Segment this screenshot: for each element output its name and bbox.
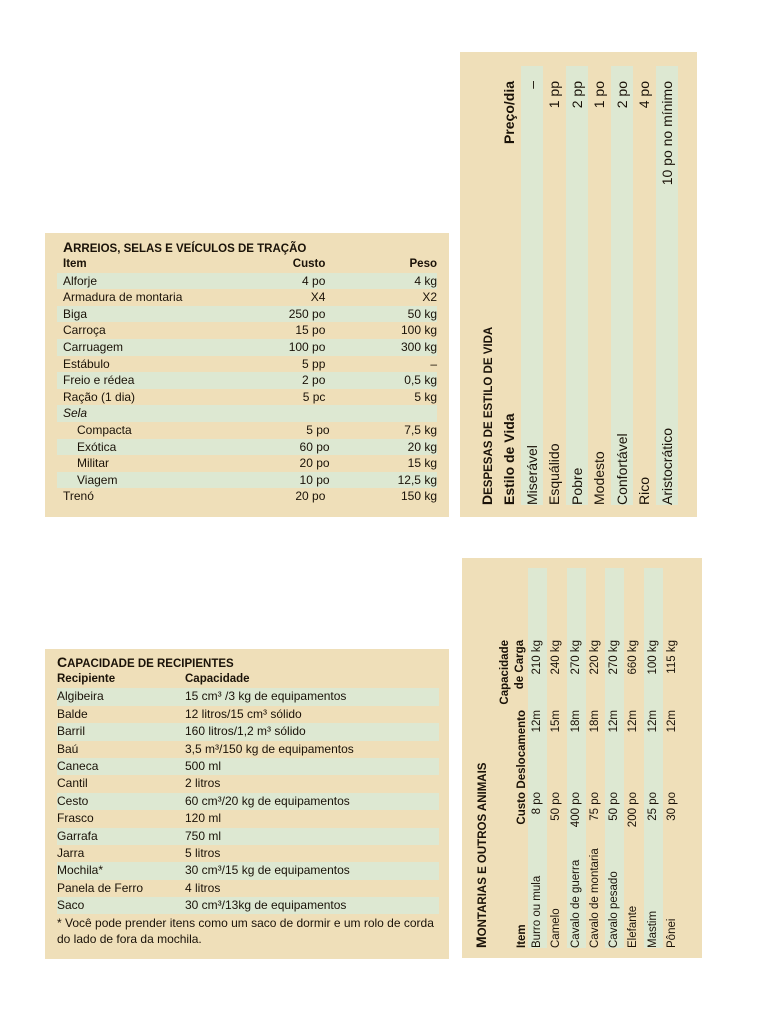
cell-custo: 250 po (288, 306, 326, 321)
cell-peso: 20 kg (407, 439, 437, 454)
table-row (543, 66, 566, 505)
cell-item: Militar (77, 456, 109, 471)
cell-capacidade: 15 cm³ /3 kg de equipamentos (185, 689, 347, 704)
table-row (57, 422, 437, 439)
header-deslocamento: Deslocamento (516, 710, 528, 789)
header-peso: Peso (409, 258, 437, 270)
cell-deslocamento: 12m (608, 710, 621, 733)
cell-custo: 20 po (299, 456, 330, 471)
montarias-table (462, 558, 702, 958)
header-preco: Preço/dia (501, 81, 517, 145)
cell-peso: 12,5 kg (397, 472, 437, 487)
header-capacidade-carga: Capacidade de Carga (499, 640, 526, 705)
cell-item: Ração (1 dia) (63, 389, 136, 404)
cell-capacidade-carga: 270 kg (608, 640, 621, 675)
table-header-row (57, 671, 439, 688)
cell-peso: 4 kg (414, 273, 437, 288)
table-title: ARREIOS, SELAS E VEÍCULOS DE TRAÇÃO (63, 239, 307, 255)
cell-estilo: Pobre (568, 467, 585, 505)
table-title: CAPACIDADE DE RECIPIENTES (57, 654, 234, 670)
cell-estilo: Confortável (613, 433, 630, 505)
cell-capacidade-carga: 270 kg (569, 640, 582, 675)
table-row (567, 568, 586, 948)
cell-deslocamento: 12m (646, 710, 659, 733)
header-recipiente: Recipiente (57, 673, 116, 685)
cell-custo: 50 po (550, 792, 563, 821)
table-row (547, 568, 566, 948)
cell-recipiente: Jarra (57, 845, 85, 860)
table-row (57, 706, 439, 723)
table-row (57, 439, 437, 456)
cell-recipiente: Saco (57, 898, 85, 913)
table-row (521, 66, 544, 505)
cell-custo: 15 po (295, 323, 326, 338)
table-row (57, 810, 439, 827)
cell-peso: 7,5 kg (404, 422, 437, 437)
table-row (624, 568, 643, 948)
cell-item: Trenó (63, 489, 94, 504)
header-custo: Custo (516, 792, 528, 825)
cell-item: Estábulo (63, 356, 110, 371)
cell-custo: 10 po (299, 472, 330, 487)
cell-custo: 20 po (295, 489, 326, 504)
cell-recipiente: Caneca (57, 758, 99, 773)
cell-capacidade-carga: 220 kg (588, 640, 601, 675)
cell-recipiente: Cantil (57, 776, 88, 791)
cell-item: Armadura de montaria (63, 290, 183, 305)
table-row (656, 66, 679, 505)
estilo-de-vida-table (460, 52, 697, 517)
table-row (528, 568, 547, 948)
cell-item: Cavalo de montaria (588, 848, 601, 948)
table-row (57, 845, 439, 862)
header-item: Item (63, 258, 87, 270)
table-row (57, 306, 437, 323)
cell-custo: 2 po (302, 373, 326, 388)
cell-preco: – (523, 81, 540, 89)
header-item: Item (516, 924, 528, 948)
table-row (633, 66, 656, 505)
cell-recipiente: Cesto (57, 793, 89, 808)
cell-capacidade-carga: 210 kg (531, 640, 543, 675)
table-row (57, 488, 437, 505)
cell-item: Carruagem (63, 339, 124, 354)
cell-custo: 200 po (627, 792, 640, 828)
cell-capacidade-carga: 240 kg (550, 640, 563, 675)
table-header-row (492, 568, 528, 948)
cell-peso: 0,5 kg (404, 373, 437, 388)
table-row (57, 723, 439, 740)
cell-custo: 25 po (646, 792, 659, 821)
table-row (57, 356, 437, 373)
cell-capacidade-carga: 660 kg (627, 640, 640, 675)
cell-deslocamento: 15m (550, 710, 563, 733)
table-header-row (57, 256, 437, 273)
recipientes-table (45, 649, 449, 959)
table-row (57, 775, 439, 792)
cell-recipiente: Garrafa (57, 828, 98, 843)
cell-capacidade: 5 litros (185, 845, 221, 860)
cell-peso: X2 (422, 290, 437, 305)
table-row (605, 568, 624, 948)
header-estilo: Estilo de Vida (501, 413, 517, 505)
cell-capacidade: 3,5 m³/150 kg de equipamentos (185, 741, 354, 756)
table-row (57, 405, 437, 422)
cell-item: Biga (63, 306, 88, 321)
cell-custo: 75 po (588, 792, 601, 821)
table-row (57, 880, 439, 897)
table-row (57, 741, 439, 758)
cell-item: Compacta (77, 422, 132, 437)
table-row (57, 372, 437, 389)
cell-recipiente: Panela de Ferro (57, 880, 144, 895)
cell-custo: 50 po (608, 792, 621, 821)
table-row (57, 289, 437, 306)
footnote: * Você pode prender itens como um saco de dormir e um rolo de corda do lado de fora da mochila. (57, 916, 434, 947)
cell-peso: 300 kg (400, 339, 437, 354)
cell-peso: – (430, 356, 437, 371)
cell-custo: 30 po (666, 792, 679, 821)
header-custo: Custo (292, 258, 326, 270)
cell-recipiente: Mochila* (57, 863, 104, 878)
cell-capacidade: 4 litros (185, 880, 221, 895)
arreios-table (45, 233, 449, 517)
cell-custo: 8 po (531, 792, 543, 815)
table-row (57, 322, 437, 339)
cell-capacidade: 120 ml (185, 811, 222, 826)
cell-capacidade-carga: 100 kg (646, 640, 659, 675)
table-row (586, 568, 605, 948)
cell-capacidade: 30 cm³/13kg de equipamentos (185, 898, 347, 913)
table-row (663, 568, 682, 948)
cell-custo: 4 po (302, 273, 326, 288)
cell-custo: 400 po (569, 792, 582, 828)
cell-peso: 100 kg (400, 323, 437, 338)
cell-estilo: Miserável (523, 445, 540, 505)
cell-recipiente: Balde (57, 706, 88, 721)
table-row (57, 758, 439, 775)
cell-preco: 2 po (613, 81, 630, 109)
cell-custo: X4 (310, 290, 326, 305)
cell-item: Mastim (646, 910, 659, 948)
table-row (57, 273, 437, 290)
cell-custo: 100 po (288, 339, 326, 354)
table-row (57, 472, 437, 489)
cell-capacidade: 2 litros (185, 776, 221, 791)
cell-capacidade-carga: 115 kg (666, 640, 679, 674)
table-row (57, 389, 437, 406)
cell-capacidade: 160 litros/1,2 m³ sólido (185, 724, 306, 739)
cell-item: Elefante (627, 905, 640, 948)
cell-deslocamento: 12m (627, 710, 640, 733)
cell-deslocamento: 12m (666, 710, 679, 733)
table-row (57, 862, 439, 879)
cell-item: Cavalo de guerra (569, 859, 582, 948)
cell-peso: 15 kg (407, 456, 437, 471)
table-row (57, 339, 437, 356)
cell-item: Alforje (63, 273, 98, 288)
cell-item: Camelo (550, 908, 563, 948)
cell-custo: 5 po (306, 422, 330, 437)
cell-item: Sela (63, 406, 88, 421)
cell-recipiente: Barril (57, 724, 86, 739)
cell-item: Pônei (666, 918, 679, 948)
cell-estilo: Esquálido (546, 443, 562, 505)
table-row (57, 688, 439, 705)
cell-preco: 10 po no mínimo (658, 81, 675, 186)
cell-estilo: Modesto (591, 451, 607, 505)
cell-capacidade: 750 ml (185, 828, 222, 843)
cell-item: Freio e rédea (63, 373, 135, 388)
table-row (588, 66, 611, 505)
cell-deslocamento: 18m (588, 710, 601, 733)
cell-deslocamento: 18m (569, 710, 582, 733)
cell-item: Exótica (77, 439, 117, 454)
table-header-row (498, 66, 521, 505)
cell-recipiente: Algibeira (57, 689, 104, 704)
cell-peso: 150 kg (400, 489, 437, 504)
table-row (57, 828, 439, 845)
cell-item: Viagem (77, 472, 118, 487)
cell-capacidade: 30 cm³/15 kg de equipamentos (185, 863, 350, 878)
table-title: MONTARIAS E OUTROS ANIMAIS (473, 762, 489, 948)
table-row (644, 568, 663, 948)
cell-deslocamento: 12m (531, 710, 543, 733)
cell-custo: 60 po (299, 439, 330, 454)
cell-custo: 5 pp (302, 356, 326, 371)
table-row (57, 455, 437, 472)
cell-preco: 1 pp (546, 81, 562, 109)
table-row (566, 66, 589, 505)
table-row (57, 897, 439, 914)
cell-peso (325, 405, 437, 422)
header-capacidade: Capacidade (185, 673, 250, 685)
cell-preco: 4 po (636, 81, 652, 109)
cell-preco: 1 po (591, 81, 607, 109)
cell-peso: 5 kg (414, 389, 437, 404)
cell-custo: 5 pc (302, 389, 326, 404)
table-row (611, 66, 634, 505)
cell-estilo: Aristocrático (658, 427, 675, 505)
cell-item: Burro ou mula (531, 875, 543, 948)
cell-recipiente: Baú (57, 741, 79, 756)
cell-item: Cavalo pesado (608, 871, 621, 948)
cell-capacidade: 12 litros/15 cm³ sólido (185, 706, 302, 721)
cell-capacidade: 500 ml (185, 758, 222, 773)
cell-estilo: Rico (636, 476, 652, 505)
cell-capacidade: 60 cm³/20 kg de equipamentos (185, 793, 350, 808)
cell-recipiente: Frasco (57, 811, 94, 826)
table-title: DESPESAS DE ESTILO DE VIDA (479, 326, 495, 505)
cell-peso: 50 kg (407, 306, 437, 321)
table-row (57, 793, 439, 810)
cell-custo (265, 405, 326, 422)
cell-item: Carroça (63, 323, 106, 338)
cell-preco: 2 pp (568, 81, 585, 109)
